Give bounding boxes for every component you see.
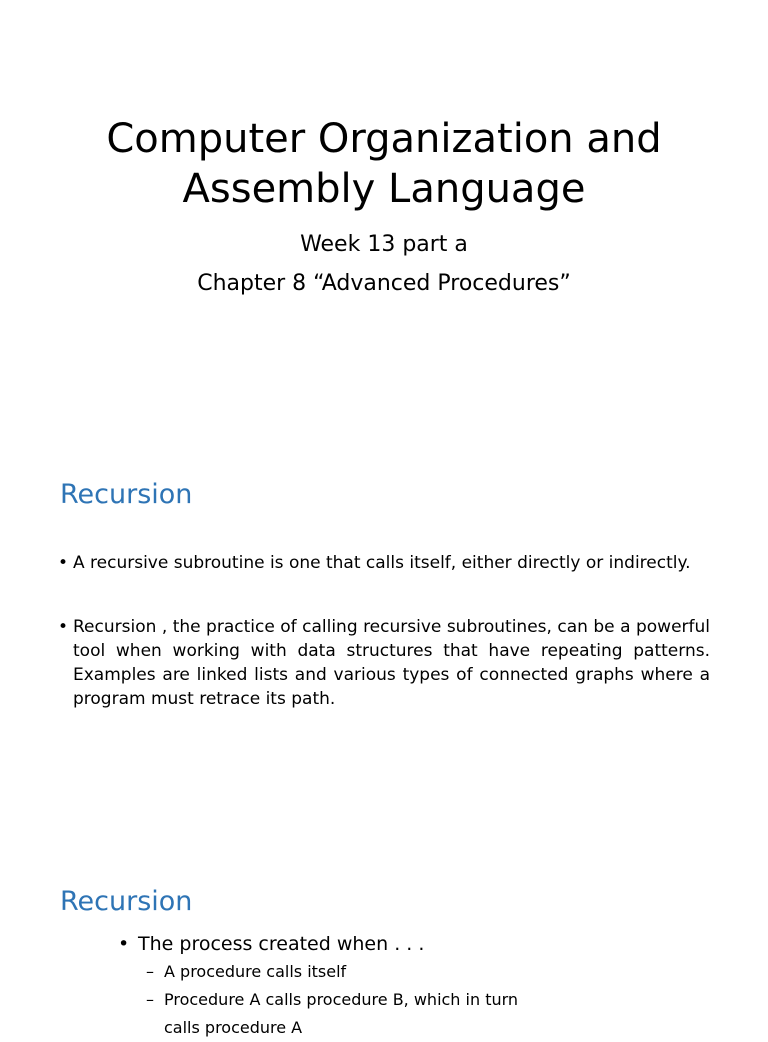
list-item [118,930,678,958]
sub-item-text: Procedure A calls procedure B, which in turn [164,990,519,1009]
title-line-2: Assembly Language [182,166,586,212]
sub-list-item-continued [118,1014,678,1042]
sub-item-text: A procedure calls itself [164,962,347,981]
sub-list-item [118,986,678,1014]
list-item [58,615,710,711]
bullet-text: The process created when . . . [138,933,425,955]
dash-icon: – [146,962,154,981]
recursion-process-slide [0,870,768,1037]
list-item [58,551,710,575]
bullet-icon: • [58,617,69,637]
outline-list [118,930,678,1042]
title-line-1: Computer Organization and [106,116,662,162]
slide-heading: Recursion [60,886,193,917]
subtitle-chapter: Chapter 8 “Advanced Procedures” [197,271,571,296]
slide-heading: Recursion [60,479,193,510]
bullet-text: A recursive subroutine is one that calls itself, either directly or indirectly. [73,553,691,573]
bullet-text: Recursion , the practice of calling recursive subroutines, can be a powerful tool when working with data structures that have repeating patterns. Examples are linked lists and various types of connected graphs where a program must retrace its path. [73,617,710,709]
bullet-icon: • [58,553,69,573]
dash-icon: – [146,990,154,1009]
bullet-icon: • [118,933,130,955]
recursion-definition-slide [0,420,768,820]
subtitle-week: Week 13 part a [300,232,468,257]
title-slide [0,0,768,420]
bullet-list [58,551,710,751]
sub-item-text: calls procedure A [164,1018,303,1037]
sub-list-item [118,958,678,986]
slide-title [0,114,768,214]
